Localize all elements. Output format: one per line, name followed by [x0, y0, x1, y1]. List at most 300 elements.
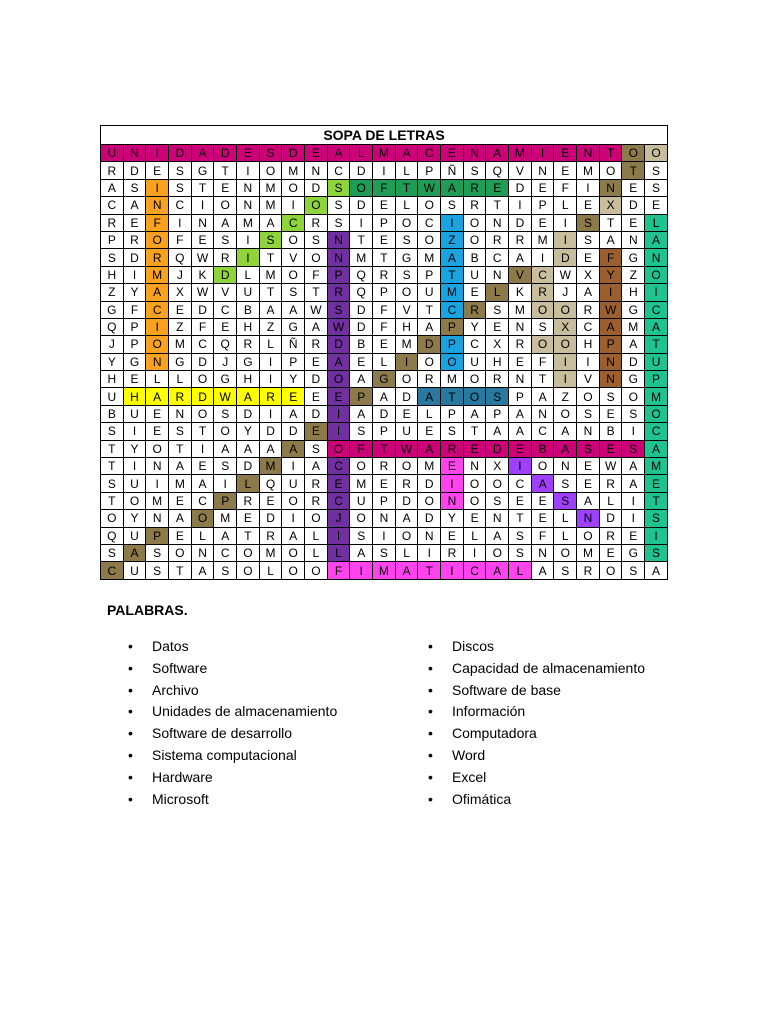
grid-cell: M	[259, 179, 282, 196]
grid-cell: V	[509, 266, 532, 283]
grid-cell: S	[146, 562, 169, 579]
grid-cell: T	[237, 527, 260, 544]
grid-cell: I	[645, 527, 668, 544]
grid-cell: X	[486, 336, 509, 353]
grid-cell: L	[259, 562, 282, 579]
grid-cell: D	[282, 423, 305, 440]
grid-cell: N	[599, 353, 622, 370]
grid-cell: R	[146, 249, 169, 266]
grid-cell: O	[305, 510, 328, 527]
grid-cell: E	[463, 440, 486, 457]
grid-cell: T	[531, 371, 554, 388]
grid-cell: M	[259, 458, 282, 475]
grid-cell: T	[486, 197, 509, 214]
grid-cell: R	[509, 336, 532, 353]
grid-cell: E	[418, 423, 441, 440]
grid-cell: O	[191, 510, 214, 527]
grid-cell: F	[554, 179, 577, 196]
grid-cell: A	[214, 527, 237, 544]
grid-cell: S	[214, 458, 237, 475]
grid-cell: G	[622, 301, 645, 318]
grid-cell: S	[577, 214, 600, 231]
grid-cell: S	[622, 562, 645, 579]
grid-cell: C	[191, 336, 214, 353]
grid-cell: W	[395, 440, 418, 457]
grid-cell: Y	[441, 510, 464, 527]
grid-cell: N	[577, 510, 600, 527]
grid-row	[101, 301, 668, 318]
grid-cell: P	[441, 405, 464, 422]
grid-cell: Q	[169, 249, 192, 266]
grid-cell: S	[214, 405, 237, 422]
grid-cell: T	[645, 492, 668, 509]
grid-cell: H	[577, 336, 600, 353]
grid-cell: E	[463, 284, 486, 301]
grid-cell: A	[395, 510, 418, 527]
grid-row	[101, 510, 668, 527]
grid-cell: D	[350, 301, 373, 318]
grid-cell: C	[327, 492, 350, 509]
grid-cell: F	[373, 318, 396, 335]
word-list-item: • Ofimática	[428, 789, 645, 811]
grid-cell: T	[463, 423, 486, 440]
word-list-item: • Información	[428, 701, 645, 723]
grid-cell: O	[645, 145, 668, 162]
grid-cell: F	[599, 249, 622, 266]
grid-cell: O	[169, 544, 192, 561]
grid-cell: O	[554, 301, 577, 318]
grid-cell: B	[237, 301, 260, 318]
grid-cell: E	[531, 492, 554, 509]
grid-cell: E	[509, 440, 532, 457]
grid-cell: O	[463, 371, 486, 388]
grid-cell: M	[259, 544, 282, 561]
grid-cell: I	[123, 266, 146, 283]
grid-cell: R	[486, 371, 509, 388]
grid-cell: Z	[441, 231, 464, 248]
grid-cell: D	[191, 301, 214, 318]
grid-cell: J	[327, 510, 350, 527]
grid-cell: E	[169, 492, 192, 509]
grid-cell: S	[441, 423, 464, 440]
grid-cell: G	[214, 371, 237, 388]
grid-cell: D	[350, 197, 373, 214]
grid-cell: A	[418, 318, 441, 335]
grid-cell: C	[463, 336, 486, 353]
grid-cell: I	[282, 510, 305, 527]
grid-cell: Y	[123, 510, 146, 527]
grid-cell: E	[327, 475, 350, 492]
puzzle-title: SOPA DE LETRAS	[101, 126, 668, 145]
grid-cell: I	[645, 284, 668, 301]
grid-cell: R	[509, 231, 532, 248]
grid-cell: O	[463, 475, 486, 492]
grid-cell: D	[237, 405, 260, 422]
grid-cell: Y	[599, 266, 622, 283]
grid-cell: S	[577, 405, 600, 422]
grid-cell: S	[327, 197, 350, 214]
grid-cell: L	[237, 266, 260, 283]
grid-cell: D	[305, 179, 328, 196]
grid-cell: O	[418, 353, 441, 370]
grid-cell: U	[123, 527, 146, 544]
grid-cell: D	[554, 249, 577, 266]
grid-row	[101, 336, 668, 353]
word-list-item: • Software de base	[428, 680, 645, 702]
grid-cell: O	[350, 458, 373, 475]
grid-cell: T	[305, 284, 328, 301]
grid-cell: I	[191, 440, 214, 457]
grid-cell: I	[531, 145, 554, 162]
grid-cell: S	[350, 423, 373, 440]
word-list-item: • Datos	[128, 636, 337, 658]
grid-cell: D	[599, 510, 622, 527]
grid-cell: N	[191, 214, 214, 231]
grid-cell: N	[531, 544, 554, 561]
grid-cell: O	[123, 492, 146, 509]
grid-cell: E	[146, 423, 169, 440]
word-list-item: • Sistema computacional	[128, 745, 337, 767]
grid-cell: R	[259, 388, 282, 405]
grid-cell: O	[101, 510, 124, 527]
grid-cell: D	[259, 510, 282, 527]
grid-cell: I	[554, 231, 577, 248]
grid-cell: T	[509, 510, 532, 527]
grid-cell: O	[350, 179, 373, 196]
grid-cell: L	[554, 527, 577, 544]
grid-cell: L	[463, 527, 486, 544]
grid-row	[101, 458, 668, 475]
grid-cell: G	[101, 301, 124, 318]
grid-cell: A	[237, 388, 260, 405]
grid-cell: A	[191, 475, 214, 492]
grid-cell: A	[531, 475, 554, 492]
grid-cell: I	[509, 197, 532, 214]
grid-cell: C	[327, 458, 350, 475]
grid-cell: U	[123, 405, 146, 422]
grid-cell: A	[554, 440, 577, 457]
grid-cell: O	[463, 388, 486, 405]
grid-cell: A	[282, 405, 305, 422]
grid-cell: P	[282, 353, 305, 370]
grid-cell: S	[169, 162, 192, 179]
grid-cell: S	[577, 440, 600, 457]
grid-cell: S	[214, 562, 237, 579]
grid-cell: P	[486, 405, 509, 422]
grid-cell: P	[373, 423, 396, 440]
grid-row	[101, 371, 668, 388]
grid-cell: U	[395, 423, 418, 440]
grid-cell: N	[305, 162, 328, 179]
grid-cell: N	[237, 197, 260, 214]
grid-cell: E	[463, 510, 486, 527]
grid-cell: C	[191, 492, 214, 509]
grid-cell: U	[123, 475, 146, 492]
grid-cell: S	[282, 284, 305, 301]
grid-cell: G	[622, 544, 645, 561]
grid-cell: R	[373, 458, 396, 475]
grid-cell: O	[395, 371, 418, 388]
grid-cell: N	[463, 458, 486, 475]
grid-cell: W	[214, 388, 237, 405]
grid-cell: D	[237, 458, 260, 475]
grid-cell: O	[327, 440, 350, 457]
grid-cell: I	[146, 179, 169, 196]
grid-cell: E	[577, 249, 600, 266]
grid-cell: A	[305, 458, 328, 475]
grid-cell: F	[350, 440, 373, 457]
grid-cell: D	[191, 388, 214, 405]
grid-cell: R	[169, 388, 192, 405]
grid-cell: M	[441, 371, 464, 388]
grid-cell: C	[327, 162, 350, 179]
grid-cell: J	[169, 266, 192, 283]
grid-cell: Y	[282, 371, 305, 388]
grid-cell: T	[191, 423, 214, 440]
grid-cell: R	[305, 336, 328, 353]
grid-cell: N	[146, 510, 169, 527]
grid-cell: Ñ	[441, 162, 464, 179]
grid-cell: J	[554, 284, 577, 301]
grid-cell: C	[101, 197, 124, 214]
grid-cell: S	[373, 544, 396, 561]
grid-cell: R	[305, 475, 328, 492]
grid-cell: E	[146, 405, 169, 422]
grid-cell: A	[441, 179, 464, 196]
grid-cell: Z	[169, 318, 192, 335]
grid-cell: I	[259, 353, 282, 370]
grid-cell: A	[237, 440, 260, 457]
grid-cell: L	[554, 510, 577, 527]
grid-cell: P	[441, 336, 464, 353]
grid-cell: L	[395, 544, 418, 561]
word-list-item: • Unidades de almacenamiento	[128, 701, 337, 723]
grid-cell: A	[350, 405, 373, 422]
grid-cell: A	[350, 371, 373, 388]
grid-cell: A	[577, 492, 600, 509]
grid-cell: S	[259, 231, 282, 248]
grid-cell: D	[509, 179, 532, 196]
grid-cell: A	[645, 440, 668, 457]
word-list-item: • Capacidad de almacenamiento	[428, 658, 645, 680]
grid-cell: I	[395, 353, 418, 370]
grid-cell: A	[214, 440, 237, 457]
grid-cell: I	[463, 544, 486, 561]
grid-cell: F	[531, 527, 554, 544]
word-list-item: • Software	[128, 658, 337, 680]
grid-cell: A	[509, 423, 532, 440]
grid-cell: O	[327, 371, 350, 388]
grid-cell: M	[237, 214, 260, 231]
grid-cell: S	[169, 423, 192, 440]
grid-cell: L	[418, 405, 441, 422]
grid-cell: S	[101, 249, 124, 266]
grid-cell: E	[554, 162, 577, 179]
grid-cell: I	[259, 405, 282, 422]
grid-cell: W	[191, 249, 214, 266]
grid-row	[101, 405, 668, 422]
grid-cell: A	[509, 405, 532, 422]
grid-cell: T	[441, 266, 464, 283]
grid-cell: C	[418, 145, 441, 162]
grid-cell: O	[305, 562, 328, 579]
grid-cell: D	[259, 423, 282, 440]
grid-cell: E	[531, 179, 554, 196]
grid-cell: U	[350, 492, 373, 509]
grid-cell: O	[599, 162, 622, 179]
grid-cell: A	[123, 197, 146, 214]
grid-cell: A	[169, 458, 192, 475]
grid-cell: J	[214, 353, 237, 370]
grid-cell: V	[282, 249, 305, 266]
grid-cell: E	[237, 145, 260, 162]
grid-cell: M	[577, 544, 600, 561]
grid-cell: C	[486, 249, 509, 266]
grid-cell: A	[486, 145, 509, 162]
grid-cell: L	[599, 492, 622, 509]
grid-cell: O	[305, 249, 328, 266]
word-search-grid	[100, 125, 668, 580]
grid-cell: A	[282, 440, 305, 457]
grid-cell: P	[441, 318, 464, 335]
grid-cell: O	[282, 179, 305, 196]
grid-cell: O	[577, 527, 600, 544]
grid-cell: L	[305, 527, 328, 544]
grid-row	[101, 544, 668, 561]
grid-cell: N	[486, 510, 509, 527]
grid-cell: P	[373, 284, 396, 301]
grid-cell: L	[509, 562, 532, 579]
grid-cell: G	[237, 353, 260, 370]
grid-cell: N	[373, 510, 396, 527]
grid-row	[101, 475, 668, 492]
grid-cell: I	[350, 214, 373, 231]
grid-cell: Q	[486, 162, 509, 179]
grid-cell: S	[645, 544, 668, 561]
grid-cell: U	[418, 284, 441, 301]
grid-cell: D	[350, 162, 373, 179]
word-list-item: • Excel	[428, 767, 645, 789]
grid-cell: P	[123, 336, 146, 353]
grid-cell: I	[577, 179, 600, 196]
grid-cell: P	[327, 266, 350, 283]
grid-cell: P	[509, 388, 532, 405]
grid-cell: O	[146, 336, 169, 353]
grid-cell: E	[327, 388, 350, 405]
grid-cell: A	[486, 562, 509, 579]
grid-cell: C	[645, 301, 668, 318]
grid-cell: S	[622, 405, 645, 422]
grid-cell: F	[373, 179, 396, 196]
grid-cell: U	[101, 145, 124, 162]
grid-cell: L	[645, 214, 668, 231]
word-list-item: • Archivo	[128, 680, 337, 702]
grid-cell: H	[123, 388, 146, 405]
grid-cell: I	[622, 510, 645, 527]
grid-cell: P	[146, 527, 169, 544]
grid-cell: X	[577, 266, 600, 283]
grid-cell: W	[327, 318, 350, 335]
grid-cell: N	[327, 249, 350, 266]
grid-cell: D	[622, 197, 645, 214]
grid-cell: A	[101, 179, 124, 196]
grid-cell: S	[395, 266, 418, 283]
grid-cell: E	[645, 475, 668, 492]
grid-cell: N	[531, 162, 554, 179]
grid-cell: S	[350, 527, 373, 544]
grid-cell: D	[418, 510, 441, 527]
grid-cell: E	[373, 475, 396, 492]
grid-cell: S	[259, 145, 282, 162]
grid-cell: W	[554, 266, 577, 283]
grid-cell: A	[531, 562, 554, 579]
grid-cell: X	[486, 458, 509, 475]
grid-row	[101, 214, 668, 231]
grid-cell: A	[191, 145, 214, 162]
grid-cell: N	[645, 249, 668, 266]
grid-cell: N	[237, 179, 260, 196]
grid-cell: S	[509, 527, 532, 544]
grid-cell: I	[531, 249, 554, 266]
grid-cell: O	[282, 266, 305, 283]
grid-cell: N	[554, 458, 577, 475]
grid-cell: E	[577, 197, 600, 214]
grid-cell: O	[531, 336, 554, 353]
grid-cell: L	[237, 475, 260, 492]
grid-cell: D	[622, 353, 645, 370]
grid-cell: I	[237, 231, 260, 248]
grid-cell: N	[531, 405, 554, 422]
grid-cell: L	[305, 544, 328, 561]
grid-cell: D	[214, 145, 237, 162]
grid-cell: N	[441, 492, 464, 509]
grid-cell: A	[350, 544, 373, 561]
grid-cell: M	[259, 266, 282, 283]
grid-cell: A	[259, 214, 282, 231]
grid-row	[101, 353, 668, 370]
grid-cell: Q	[214, 336, 237, 353]
grid-cell: R	[101, 162, 124, 179]
grid-cell: C	[441, 301, 464, 318]
grid-cell: M	[259, 197, 282, 214]
grid-cell: X	[554, 318, 577, 335]
grid-cell: S	[554, 475, 577, 492]
grid-cell: I	[259, 371, 282, 388]
grid-cell: S	[169, 179, 192, 196]
word-list-item: • Software de desarrollo	[128, 723, 337, 745]
grid-cell: C	[645, 423, 668, 440]
grid-cell: E	[395, 405, 418, 422]
grid-cell: I	[441, 562, 464, 579]
grid-cell: W	[191, 284, 214, 301]
grid-cell: D	[418, 475, 441, 492]
grid-cell: D	[395, 492, 418, 509]
grid-cell: E	[486, 318, 509, 335]
grid-cell: S	[101, 423, 124, 440]
grid-cell: N	[622, 231, 645, 248]
grid-cell: B	[463, 249, 486, 266]
grid-cell: W	[418, 179, 441, 196]
grid-cell: S	[486, 388, 509, 405]
grid-cell: N	[191, 544, 214, 561]
grid-cell: R	[214, 249, 237, 266]
grid-cell: D	[395, 388, 418, 405]
grid-cell: I	[554, 214, 577, 231]
grid-cell: T	[441, 388, 464, 405]
grid-cell: O	[599, 562, 622, 579]
grid-cell: C	[146, 301, 169, 318]
grid-cell: I	[237, 249, 260, 266]
